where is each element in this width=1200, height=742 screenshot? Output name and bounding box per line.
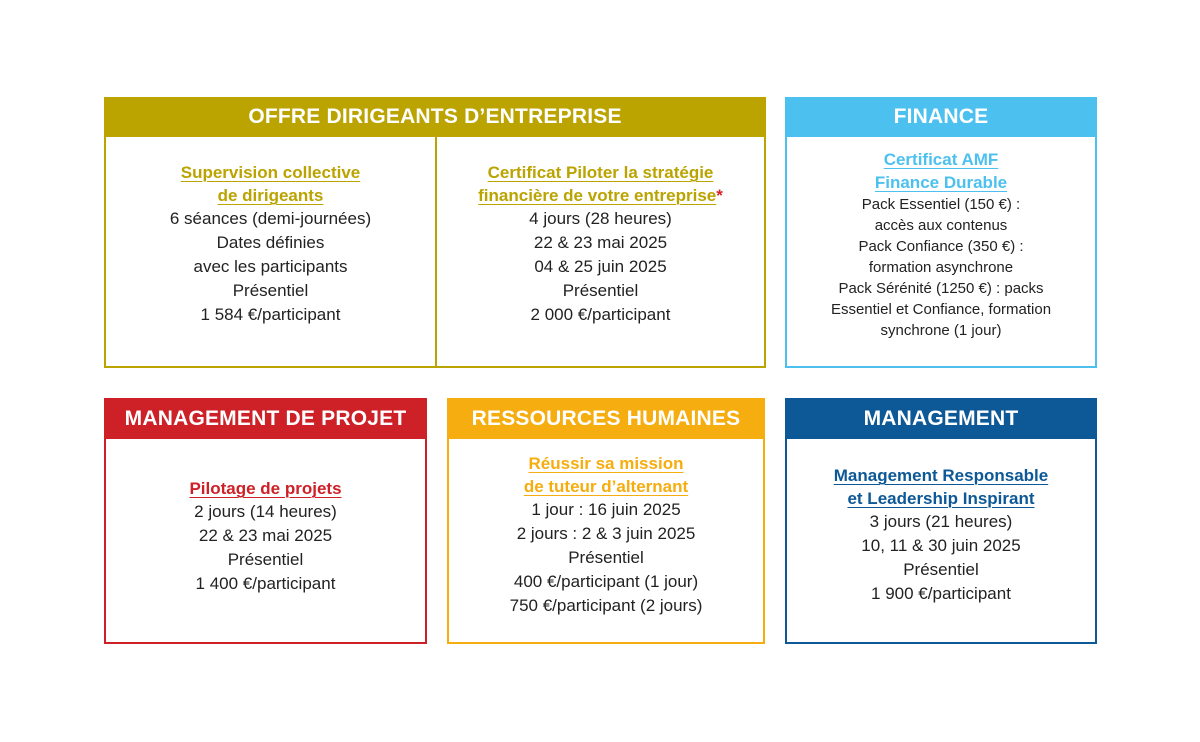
course-title-line: Réussir sa mission: [528, 454, 684, 473]
course-title-line: Certificat AMF: [883, 150, 999, 169]
course-detail: synchrone (1 jour): [880, 322, 1002, 339]
course-price: 1 400 €/participant: [195, 574, 336, 593]
course-certificat-strategie: [437, 161, 764, 366]
course-title[interactable]: [478, 161, 723, 207]
course-tuteur-alternant: [449, 452, 763, 642]
course-certificat-amf: [787, 148, 1095, 366]
course-title[interactable]: [834, 464, 1048, 510]
header-title: MANAGEMENT: [863, 406, 1019, 430]
course-price: 2 000 €/participant: [530, 305, 671, 324]
course-detail: 4 jours (28 heures): [529, 209, 672, 228]
header-title: RESSOURCES HUMAINES: [471, 406, 741, 430]
course-detail: Pack Essentiel (150 €) :: [861, 196, 1021, 213]
course-pilotage-projets: [106, 477, 425, 642]
header-title: MANAGEMENT DE PROJET: [124, 406, 407, 430]
course-title[interactable]: [875, 148, 1007, 194]
course-detail: Présentiel: [232, 281, 309, 300]
course-detail: 2 jours : 2 & 3 juin 2025: [516, 524, 696, 543]
card-ressources-humaines: [447, 398, 765, 644]
card-rh-header: [447, 398, 765, 439]
course-detail: 6 séances (demi-journées): [169, 209, 372, 228]
course-detail: 2 jours (14 heures): [194, 502, 337, 521]
course-title-line: Management Responsable: [833, 466, 1049, 485]
course-detail: Essentiel et Confiance, formation: [830, 301, 1052, 318]
course-detail: Présentiel: [227, 550, 304, 569]
course-title[interactable]: [524, 452, 688, 498]
course-detail: Pack Confiance (350 €) :: [858, 238, 1024, 255]
card-dirigeants: [104, 97, 766, 368]
course-price: 1 584 €/participant: [200, 305, 341, 324]
course-title-line: de tuteur d’alternant: [523, 477, 689, 496]
course-title-line: Finance Durable: [874, 173, 1008, 192]
course-title-line: Supervision collective: [180, 163, 361, 182]
course-management-responsable: [787, 464, 1095, 642]
course-title-line: Pilotage de projets: [189, 479, 342, 498]
card-management: [785, 398, 1097, 644]
card-projet-header: [104, 398, 427, 439]
course-title-line: et Leadership Inspirant: [847, 489, 1035, 508]
course-title[interactable]: [181, 161, 361, 207]
card-finance-header: [785, 97, 1097, 137]
card-finance: [785, 97, 1097, 368]
course-detail: 1 jour : 16 juin 2025: [531, 500, 681, 519]
course-detail: formation asynchrone: [868, 259, 1014, 276]
course-price: 400 €/participant (1 jour): [513, 572, 699, 591]
asterisk-mark: *: [716, 186, 723, 205]
course-detail: avec les participants: [193, 257, 348, 276]
card-management-header: [785, 398, 1097, 439]
course-title-line: Certificat Piloter la stratégie: [487, 163, 714, 182]
header-title: FINANCE: [893, 105, 989, 128]
course-detail: 22 & 23 mai 2025: [533, 233, 668, 252]
header-title: OFFRE DIRIGEANTS D’ENTREPRISE: [248, 105, 622, 128]
course-price: 750 €/participant (2 jours): [509, 596, 703, 615]
course-supervision: [106, 161, 435, 366]
card-management-projet: [104, 398, 427, 644]
course-detail: Présentiel: [562, 281, 639, 300]
course-detail: 10, 11 & 30 juin 2025: [861, 536, 1021, 555]
course-detail: 04 & 25 juin 2025: [534, 257, 667, 276]
course-detail: Présentiel: [568, 548, 644, 567]
course-price: 1 900 €/participant: [871, 584, 1011, 603]
course-title-line: financière de votre entreprise*: [478, 186, 723, 205]
card-dirigeants-header: [104, 97, 766, 137]
course-title-line: de dirigeants: [217, 186, 324, 205]
course-title[interactable]: [189, 477, 341, 500]
course-detail: 3 jours (21 heures): [869, 512, 1013, 531]
course-detail: Pack Sérénité (1250 €) : packs: [838, 280, 1044, 297]
course-detail: 22 & 23 mai 2025: [198, 526, 333, 545]
course-detail: Dates définies: [216, 233, 325, 252]
course-detail: accès aux contenus: [874, 217, 1008, 234]
course-detail: Présentiel: [903, 560, 979, 579]
